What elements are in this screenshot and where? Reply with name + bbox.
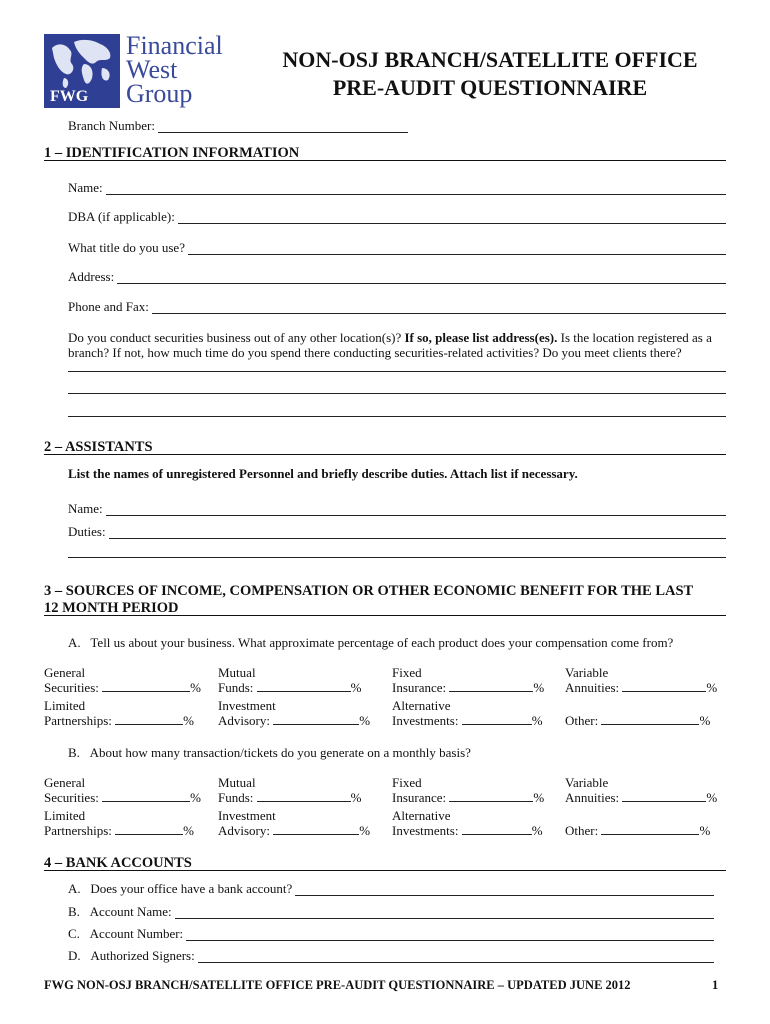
b-investment-advisory-input-line[interactable]	[273, 823, 359, 835]
b-variable-label: Variable	[565, 775, 609, 790]
dba-field[interactable]	[68, 209, 726, 224]
section-1-heading: 1 – IDENTIFICATION INFORMATION	[44, 145, 300, 161]
percent-sign: %	[359, 713, 371, 728]
b-other-field[interactable]	[565, 823, 710, 838]
section-1-rule	[44, 160, 726, 161]
a-variable-annuities-input-line[interactable]	[622, 680, 706, 692]
page-number: 1	[712, 978, 719, 992]
bank-account-exists-field[interactable]	[68, 881, 714, 896]
account-name-field[interactable]	[68, 904, 714, 919]
percent-sign: %	[699, 823, 711, 838]
a-investment-advisory-field[interactable]	[218, 713, 370, 728]
b-alternative-label: Alternative	[392, 808, 451, 823]
a-variable-annuities-label: Annuities:	[565, 680, 620, 695]
logo-badge-text: FWG	[50, 88, 89, 105]
percent-sign: %	[183, 713, 194, 728]
a-mutual-label: Mutual	[218, 665, 256, 680]
a-investment-label: Investment	[218, 698, 276, 713]
branch-number-label: Branch Number:	[68, 118, 156, 133]
title-used-field[interactable]	[68, 240, 726, 255]
title-used-input-line[interactable]	[188, 242, 726, 255]
a-other-input-line[interactable]	[601, 713, 699, 725]
a-alternative-investments-label: Investments:	[392, 713, 459, 728]
assistants-instruction: List the names of unregistered Personnel and briefly describe duties. Attach list if necessary.	[68, 466, 578, 481]
dba-label: DBA (if applicable):	[68, 209, 175, 224]
percent-sign: %	[533, 790, 545, 805]
b-investment-advisory-label: Advisory:	[218, 823, 270, 838]
a-mutual-funds-label: Funds:	[218, 680, 254, 695]
b-fixed-insurance-field[interactable]	[392, 790, 544, 805]
account-number-label: C. Account Number:	[68, 926, 184, 941]
branch-number-input-line[interactable]	[158, 120, 408, 133]
b-limited-label: Limited	[44, 808, 86, 823]
a-alternative-label: Alternative	[392, 698, 451, 713]
b-general-securities-label: Securities:	[44, 790, 99, 805]
a-other-field[interactable]	[565, 713, 710, 728]
assistant-duties-label: Duties:	[68, 524, 106, 539]
b-alternative-investments-input-line[interactable]	[462, 823, 532, 835]
bank-account-exists-label: A. Does your office have a bank account?	[68, 881, 293, 896]
percent-sign: %	[533, 680, 545, 695]
b-general-securities-input-line[interactable]	[102, 790, 190, 802]
a-fixed-insurance-input-line[interactable]	[449, 680, 533, 692]
b-variable-annuities-label: Annuities:	[565, 790, 620, 805]
authorized-signers-input-line[interactable]	[198, 950, 714, 963]
section-2-heading: 2 – ASSISTANTS	[44, 439, 153, 455]
account-number-input-line[interactable]	[186, 928, 714, 941]
section-4-heading: 4 – BANK ACCOUNTS	[44, 855, 192, 871]
section-3-question-b: B. About how many transaction/tickets do you generate on a monthly basis?	[68, 745, 471, 760]
section-3-question-a: A. Tell us about your business. What approximate percentage of each product does your compensation come from?	[68, 635, 674, 650]
account-name-input-line[interactable]	[175, 906, 714, 919]
a-fixed-insurance-label: Insurance:	[392, 680, 447, 695]
b-investment-label: Investment	[218, 808, 276, 823]
percent-sign: %	[699, 713, 711, 728]
b-alternative-investments-label: Investments:	[392, 823, 459, 838]
other-locations-answer-line[interactable]	[68, 393, 726, 394]
b-limited-partnerships-label: Partnerships:	[44, 823, 112, 838]
assistant-name-label: Name:	[68, 501, 103, 516]
a-general-label: General	[44, 665, 86, 680]
a-alternative-investments-input-line[interactable]	[462, 713, 532, 725]
b-other-label: Other:	[565, 823, 599, 838]
name-input-line[interactable]	[106, 182, 726, 195]
address-label: Address:	[68, 269, 115, 284]
a-mutual-funds-field[interactable]	[218, 680, 362, 695]
b-mutual-funds-field[interactable]	[218, 790, 362, 805]
phone-fax-input-line[interactable]	[152, 301, 726, 314]
section-3-heading-line1: 3 – SOURCES OF INCOME, COMPENSATION OR OTHER ECONOMIC BENEFIT FOR THE LAST	[44, 583, 694, 599]
b-variable-annuities-field[interactable]	[565, 790, 717, 805]
b-alternative-investments-field[interactable]	[392, 823, 543, 838]
title-used-label: What title do you use?	[68, 240, 185, 255]
logo-text-west: West	[126, 55, 178, 84]
a-limited-label: Limited	[44, 698, 86, 713]
section-3-heading-line2: 12 MONTH PERIOD	[44, 600, 179, 616]
other-locations-answer-line[interactable]	[68, 416, 726, 417]
b-mutual-funds-label: Funds:	[218, 790, 254, 805]
percent-sign: %	[359, 823, 371, 838]
document-title-line1: NON-OSJ BRANCH/SATELLITE OFFICE	[282, 47, 698, 72]
logo-text-group: Group	[126, 79, 193, 108]
a-fixed-label: Fixed	[392, 665, 422, 680]
section-4-rule	[44, 870, 726, 871]
b-fixed-insurance-label: Insurance:	[392, 790, 447, 805]
logo-text-financial: Financial	[126, 31, 223, 60]
a-limited-partnerships-input-line[interactable]	[115, 713, 183, 725]
percent-sign: %	[190, 680, 201, 695]
assistant-duties-extra-line[interactable]	[68, 557, 726, 558]
other-locations-question-line2: branch? If not, how much time do you spend there conducting securities-related activities? Do you meet clients there?	[68, 345, 682, 360]
a-investment-advisory-label: Advisory:	[218, 713, 270, 728]
b-limited-partnerships-field[interactable]	[44, 823, 194, 838]
address-field[interactable]	[68, 269, 726, 284]
other-locations-q-bold: If so, please list address(es).	[404, 330, 558, 345]
b-general-securities-field[interactable]	[44, 790, 201, 805]
a-general-securities-label: Securities:	[44, 680, 99, 695]
other-locations-answer-line[interactable]	[68, 371, 726, 372]
b-other-input-line[interactable]	[601, 823, 699, 835]
a-limited-partnerships-field[interactable]	[44, 713, 194, 728]
percent-sign: %	[350, 680, 362, 695]
a-general-securities-input-line[interactable]	[102, 680, 190, 692]
percent-sign: %	[183, 823, 194, 838]
branch-number-field[interactable]	[68, 118, 408, 133]
a-other-label: Other:	[565, 713, 599, 728]
a-limited-partnerships-label: Partnerships:	[44, 713, 112, 728]
b-variable-annuities-input-line[interactable]	[622, 790, 706, 802]
address-input-line[interactable]	[117, 271, 726, 284]
a-variable-label: Variable	[565, 665, 609, 680]
globe-logo-icon	[44, 34, 120, 108]
assistant-duties-input-line[interactable]	[109, 526, 726, 539]
authorized-signers-field[interactable]	[68, 948, 714, 963]
percent-sign: %	[190, 790, 201, 805]
phone-fax-label: Phone and Fax:	[68, 299, 149, 314]
a-alternative-investments-field[interactable]	[392, 713, 543, 728]
dba-input-line[interactable]	[178, 211, 726, 224]
authorized-signers-label: D. Authorized Signers:	[68, 948, 195, 963]
assistant-name-field[interactable]	[68, 501, 726, 516]
phone-fax-field[interactable]	[68, 299, 726, 314]
bank-account-exists-input-line[interactable]	[295, 883, 714, 896]
b-fixed-label: Fixed	[392, 775, 422, 790]
percent-sign: %	[706, 790, 718, 805]
percent-sign: %	[350, 790, 362, 805]
other-locations-q-part1: Do you conduct securities business out of any other location(s)?	[68, 330, 402, 345]
b-mutual-funds-input-line[interactable]	[257, 790, 351, 802]
b-mutual-label: Mutual	[218, 775, 256, 790]
a-mutual-funds-input-line[interactable]	[257, 680, 351, 692]
percent-sign: %	[706, 680, 718, 695]
page-footer: FWG NON-OSJ BRANCH/SATELLITE OFFICE PRE-AUDIT QUESTIONNAIRE – UPDATED JUNE 2012	[44, 978, 631, 992]
a-investment-advisory-input-line[interactable]	[273, 713, 359, 725]
other-locations-q-part2: Is the location registered as a	[560, 330, 712, 345]
b-general-label: General	[44, 775, 86, 790]
section-3-rule	[44, 615, 726, 616]
account-name-label: B. Account Name:	[68, 904, 172, 919]
document-title-line2: PRE-AUDIT QUESTIONNAIRE	[332, 75, 648, 100]
assistant-name-input-line[interactable]	[106, 503, 726, 516]
percent-sign: %	[531, 823, 543, 838]
a-general-securities-field[interactable]	[44, 680, 201, 695]
name-field[interactable]	[68, 180, 726, 195]
a-variable-annuities-field[interactable]	[565, 680, 717, 695]
fwg-logo	[44, 31, 234, 110]
a-fixed-insurance-field[interactable]	[392, 680, 544, 695]
percent-sign: %	[531, 713, 543, 728]
b-investment-advisory-field[interactable]	[218, 823, 370, 838]
b-fixed-insurance-input-line[interactable]	[449, 790, 533, 802]
b-limited-partnerships-input-line[interactable]	[115, 823, 183, 835]
section-2-rule	[44, 454, 726, 455]
name-label: Name:	[68, 180, 103, 195]
other-locations-question-line1	[68, 330, 712, 345]
account-number-field[interactable]	[68, 926, 714, 941]
assistant-duties-field[interactable]	[68, 524, 726, 539]
